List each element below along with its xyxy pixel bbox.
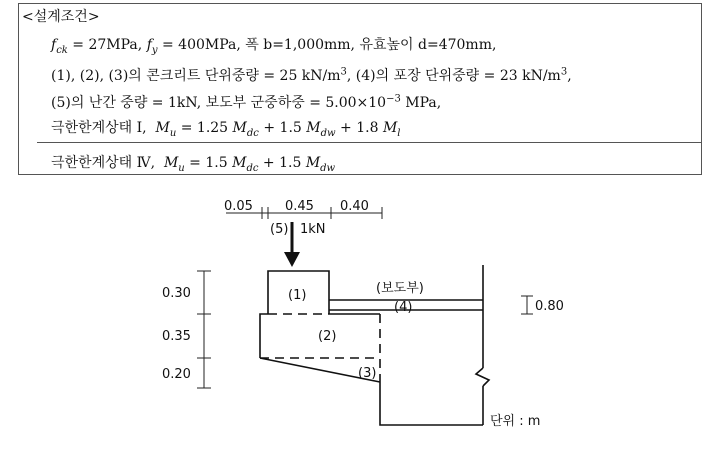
condition-line-4: 극한한계상태 Ⅰ, $M_u = 1.25$ $M_{dc} + 1.5$ $M_{dw} + 1.8$ $M_l$ — [51, 120, 401, 139]
condition-line-3: (5)의 난간 중량 = 1kN, 보도부 군중하중 = $5.00\times 10^{-3}$ MPa, — [51, 93, 442, 111]
right-dimension — [521, 296, 533, 314]
part-1-label: (1) — [288, 288, 307, 303]
dim-top-2: 0.45 — [285, 199, 314, 214]
walkway-label: (보도부) — [376, 281, 424, 296]
condition-line-5: 극한한계상태 Ⅳ, $M_u = 1.5$ $M_{dc} + 1.5$ $M_{dw}$ — [51, 155, 336, 174]
load-label: (5) — [270, 222, 289, 237]
dim-top-1: 0.05 — [224, 199, 253, 214]
conditions-title: <설계조건> — [22, 9, 100, 25]
dim-left-2: 0.35 — [162, 329, 191, 344]
dim-right: 0.80 — [535, 299, 564, 314]
part-2-label: (2) — [318, 329, 337, 344]
dim-left-1: 0.30 — [162, 286, 191, 301]
part-3-label: (3) — [358, 366, 377, 381]
condition-line-2: (1), (2), (3)의 콘크리트 단위중량 = 25 $kN/m^3$, (4)의 포장 단위중량 = 23 $kN/m^3$, — [51, 66, 572, 84]
unit-label: 단위 : m — [490, 414, 541, 429]
load-value: 1kN — [300, 222, 326, 237]
left-dimension — [197, 271, 211, 388]
part-4-label: (4) — [394, 300, 413, 315]
dim-left-3: 0.20 — [162, 367, 191, 382]
dim-top-3: 0.40 — [340, 199, 369, 214]
condition-line-1: $f_{ck} = 27MPa$, $f_y = 400MPa$, 폭 b=1,000mm, 유효높이 d=470mm, — [51, 37, 497, 56]
